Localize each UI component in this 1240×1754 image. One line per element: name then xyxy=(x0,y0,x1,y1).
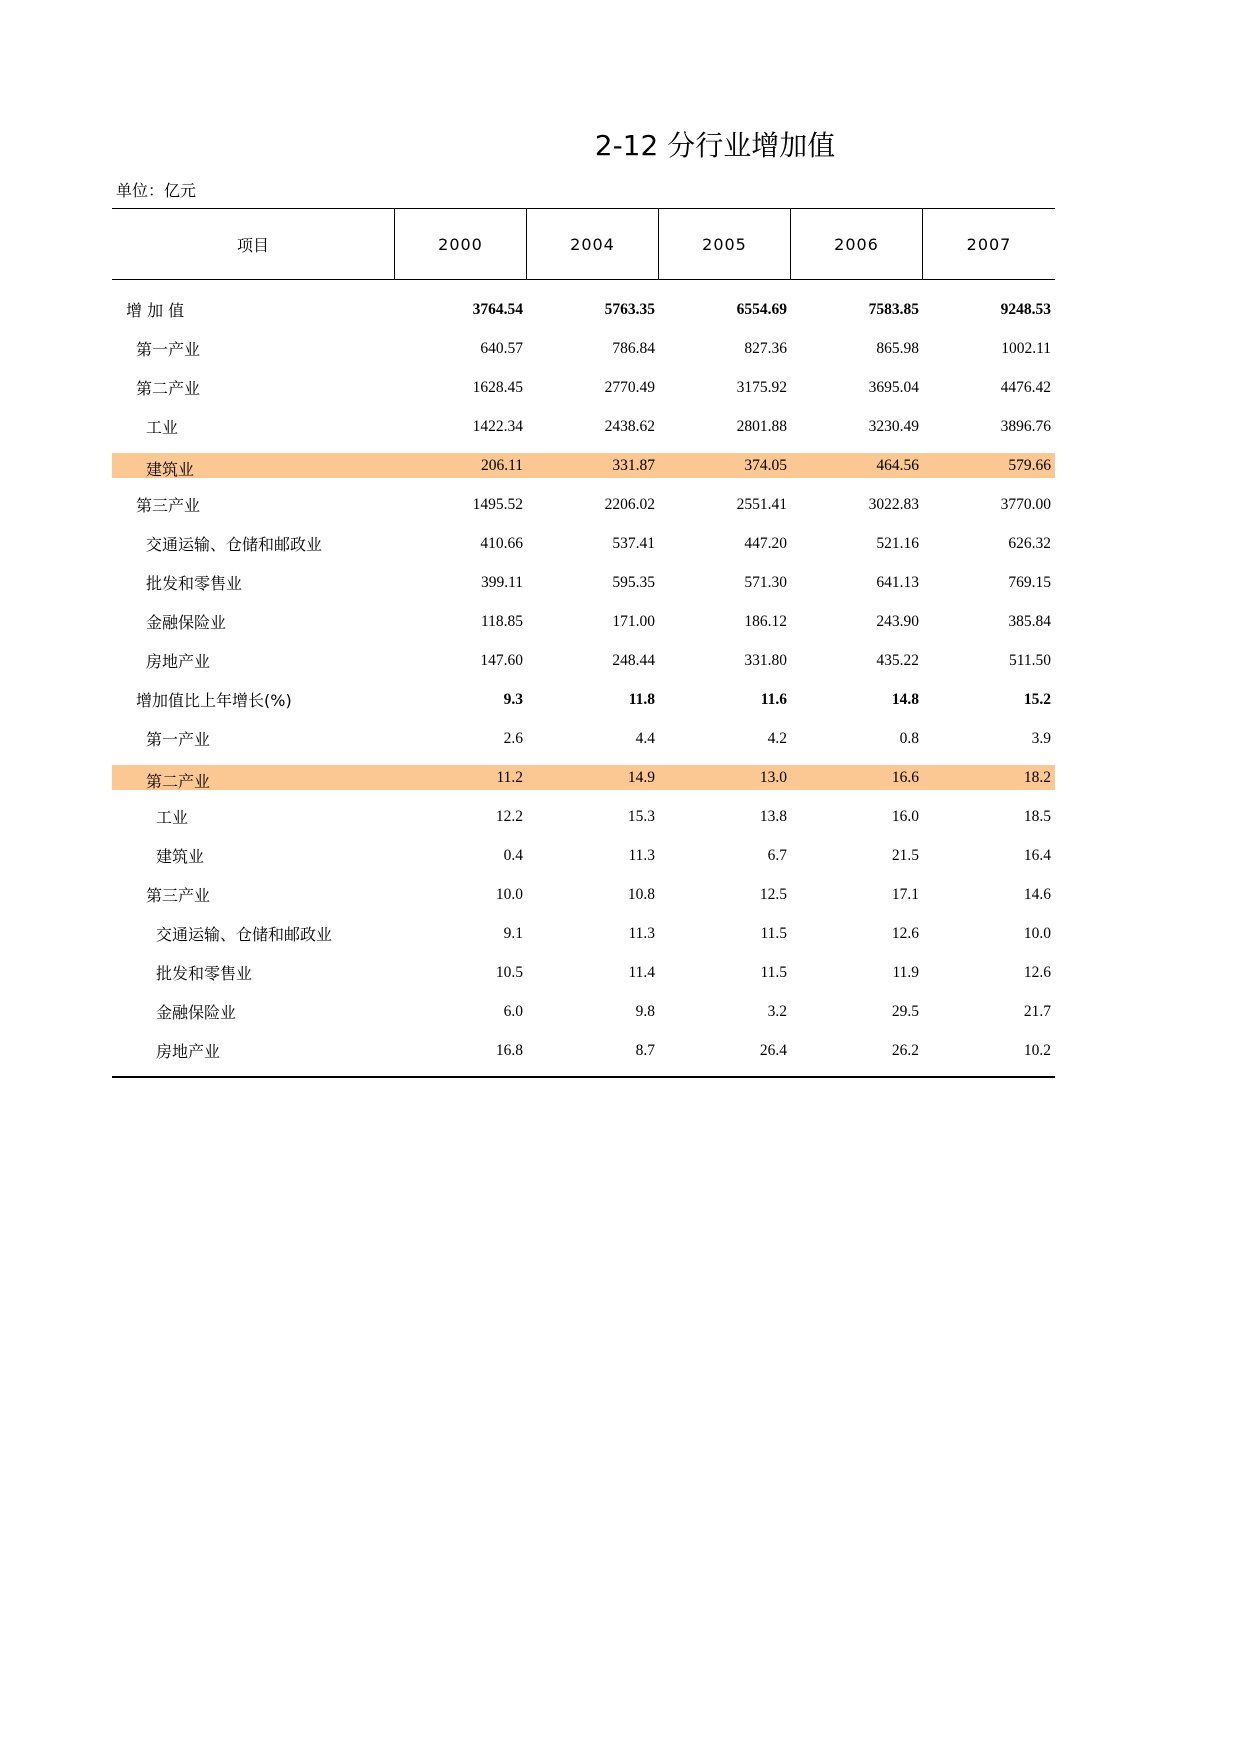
row-value: 2206.02 xyxy=(604,495,655,513)
row-value: 7583.85 xyxy=(868,300,919,318)
row-value: 3770.00 xyxy=(1000,495,1051,513)
row-value: 11.6 xyxy=(760,690,787,708)
row-value: 17.1 xyxy=(891,885,919,903)
row-label: 交通运输、仓储和邮政业 xyxy=(156,925,333,944)
table-row xyxy=(112,368,1055,407)
row-value: 769.15 xyxy=(1008,573,1051,591)
row-value: 399.11 xyxy=(480,573,523,591)
row-value: 571.30 xyxy=(744,573,787,591)
row-value: 18.5 xyxy=(1023,807,1051,825)
table-row xyxy=(112,641,1055,680)
row-value: 464.56 xyxy=(876,456,919,474)
row-value: 6554.69 xyxy=(736,300,787,318)
row-value: 15.3 xyxy=(627,807,655,825)
row-value: 11.2 xyxy=(496,768,523,786)
row-value: 8.7 xyxy=(635,1041,655,1059)
row-value: 13.0 xyxy=(759,768,787,786)
row-label: 批发和零售业 xyxy=(156,964,253,983)
row-value: 9.1 xyxy=(503,924,523,942)
row-value: 3175.92 xyxy=(736,378,787,396)
row-value: 12.6 xyxy=(891,924,919,942)
row-value: 10.0 xyxy=(495,885,523,903)
row-value: 29.5 xyxy=(891,1002,919,1020)
row-value: 2.6 xyxy=(503,729,523,747)
row-value: 16.8 xyxy=(495,1041,523,1059)
table-row xyxy=(112,602,1055,641)
row-value: 4476.42 xyxy=(1000,378,1051,396)
row-label: 第二产业 xyxy=(146,772,211,791)
row-value: 3764.54 xyxy=(472,300,523,318)
row-value: 521.16 xyxy=(876,534,919,552)
table-header xyxy=(112,208,1055,280)
row-value: 6.7 xyxy=(767,846,787,864)
row-value: 511.50 xyxy=(1008,651,1051,669)
row-value: 18.2 xyxy=(1023,768,1051,786)
row-value: 11.3 xyxy=(628,846,655,864)
table-row xyxy=(112,914,1055,953)
row-value: 385.84 xyxy=(1008,612,1051,630)
row-value: 640.57 xyxy=(480,339,523,357)
row-label: 建筑业 xyxy=(146,460,195,479)
table-body xyxy=(112,280,1055,1078)
row-value: 595.35 xyxy=(612,573,655,591)
row-value: 21.7 xyxy=(1023,1002,1051,1020)
row-value: 243.90 xyxy=(876,612,919,630)
row-value: 11.3 xyxy=(628,924,655,942)
row-value: 186.12 xyxy=(744,612,787,630)
row-label: 第三产业 xyxy=(136,496,201,515)
row-value: 447.20 xyxy=(744,534,787,552)
row-value: 13.8 xyxy=(759,807,787,825)
row-value: 248.44 xyxy=(612,651,655,669)
row-value: 11.8 xyxy=(628,690,655,708)
row-label: 建筑业 xyxy=(156,847,205,866)
row-value: 14.8 xyxy=(891,690,919,708)
row-label: 工业 xyxy=(156,808,189,827)
row-label: 增加值比上年增长(%) xyxy=(136,691,292,710)
row-value: 16.4 xyxy=(1023,846,1051,864)
table-row xyxy=(112,797,1055,836)
row-label: 工业 xyxy=(146,418,179,437)
row-label: 增 加 值 xyxy=(126,301,185,320)
table-row xyxy=(112,485,1055,524)
column-header-year: 2007 xyxy=(966,234,1012,254)
row-value: 11.9 xyxy=(892,963,919,981)
row-value: 21.5 xyxy=(891,846,919,864)
row-value: 0.4 xyxy=(503,846,523,864)
row-value: 14.6 xyxy=(1023,885,1051,903)
table-row xyxy=(112,875,1055,914)
row-value: 2801.88 xyxy=(736,417,787,435)
row-value: 9.8 xyxy=(635,1002,655,1020)
row-value: 410.66 xyxy=(480,534,523,552)
row-value: 827.36 xyxy=(744,339,787,357)
row-value: 2770.49 xyxy=(604,378,655,396)
row-value: 16.0 xyxy=(891,807,919,825)
row-value: 206.11 xyxy=(480,456,523,474)
column-header-item: 项目 xyxy=(112,209,395,279)
row-label: 第三产业 xyxy=(146,886,211,905)
row-label: 金融保险业 xyxy=(146,613,227,632)
row-value: 1002.11 xyxy=(1001,339,1051,357)
data-table xyxy=(112,208,1055,1078)
row-value: 26.4 xyxy=(759,1041,787,1059)
row-value: 865.98 xyxy=(876,339,919,357)
row-label: 房地产业 xyxy=(156,1042,221,1061)
row-value: 0.8 xyxy=(899,729,919,747)
row-value: 5763.35 xyxy=(604,300,655,318)
row-label: 第一产业 xyxy=(146,730,211,749)
row-value: 537.41 xyxy=(612,534,655,552)
row-value: 9.3 xyxy=(503,690,523,708)
unit-label: 单位：亿元 xyxy=(116,181,197,200)
column-header-year: 2004 xyxy=(527,209,659,279)
row-value: 3695.04 xyxy=(868,378,919,396)
row-label: 交通运输、仓储和邮政业 xyxy=(146,535,323,554)
row-value: 10.2 xyxy=(1023,1041,1051,1059)
row-value: 641.13 xyxy=(876,573,919,591)
column-header-year: 2000 xyxy=(395,209,527,279)
row-value: 3230.49 xyxy=(868,417,919,435)
row-value: 3.9 xyxy=(1031,729,1051,747)
row-label: 房地产业 xyxy=(146,652,211,671)
table-row xyxy=(112,563,1055,602)
table-row xyxy=(112,329,1055,368)
row-value: 579.66 xyxy=(1008,456,1051,474)
page-title: 2-12 分行业增加值 xyxy=(594,129,836,162)
column-header-year: 2006 xyxy=(791,209,923,279)
row-value: 2438.62 xyxy=(604,417,655,435)
row-value: 3896.76 xyxy=(1000,417,1051,435)
row-value: 2551.41 xyxy=(736,495,787,513)
row-value: 374.05 xyxy=(744,456,787,474)
row-value: 16.6 xyxy=(891,768,919,786)
row-value: 626.32 xyxy=(1008,534,1051,552)
row-value: 171.00 xyxy=(612,612,655,630)
row-value: 10.0 xyxy=(1023,924,1051,942)
row-value: 1495.52 xyxy=(472,495,523,513)
table-row xyxy=(112,836,1055,875)
row-value: 15.2 xyxy=(1023,690,1051,708)
row-label: 第一产业 xyxy=(136,340,201,359)
table-row xyxy=(112,719,1055,758)
row-value: 10.5 xyxy=(495,963,523,981)
table-row xyxy=(112,453,1055,478)
row-value: 331.80 xyxy=(744,651,787,669)
table-row xyxy=(112,407,1055,446)
table-row xyxy=(112,765,1055,790)
row-value: 14.9 xyxy=(627,768,655,786)
row-value: 1628.45 xyxy=(472,378,523,396)
row-label: 金融保险业 xyxy=(156,1003,237,1022)
row-value: 1422.34 xyxy=(472,417,523,435)
row-value: 11.4 xyxy=(628,963,655,981)
row-value: 11.5 xyxy=(760,963,787,981)
row-value: 26.2 xyxy=(891,1041,919,1059)
row-value: 147.60 xyxy=(480,651,523,669)
row-value: 11.5 xyxy=(760,924,787,942)
table-row xyxy=(112,524,1055,563)
row-value: 3.2 xyxy=(767,1002,787,1020)
table-row xyxy=(112,1031,1055,1070)
row-value: 9248.53 xyxy=(1000,300,1051,318)
row-value: 12.2 xyxy=(495,807,523,825)
row-value: 3022.83 xyxy=(868,495,919,513)
column-header-year: 2005 xyxy=(659,209,791,279)
row-value: 6.0 xyxy=(503,1002,523,1020)
table-row xyxy=(112,290,1055,329)
row-value: 331.87 xyxy=(612,456,655,474)
table-row xyxy=(112,992,1055,1031)
row-label: 第二产业 xyxy=(136,379,201,398)
row-value: 4.2 xyxy=(767,729,787,747)
table-row xyxy=(112,680,1055,719)
table-row xyxy=(112,953,1055,992)
row-value: 118.85 xyxy=(480,612,523,630)
row-value: 10.8 xyxy=(627,885,655,903)
row-value: 786.84 xyxy=(612,339,655,357)
row-value: 4.4 xyxy=(635,729,655,747)
row-label: 批发和零售业 xyxy=(146,574,243,593)
row-value: 435.22 xyxy=(876,651,919,669)
row-value: 12.6 xyxy=(1023,963,1051,981)
row-value: 12.5 xyxy=(759,885,787,903)
